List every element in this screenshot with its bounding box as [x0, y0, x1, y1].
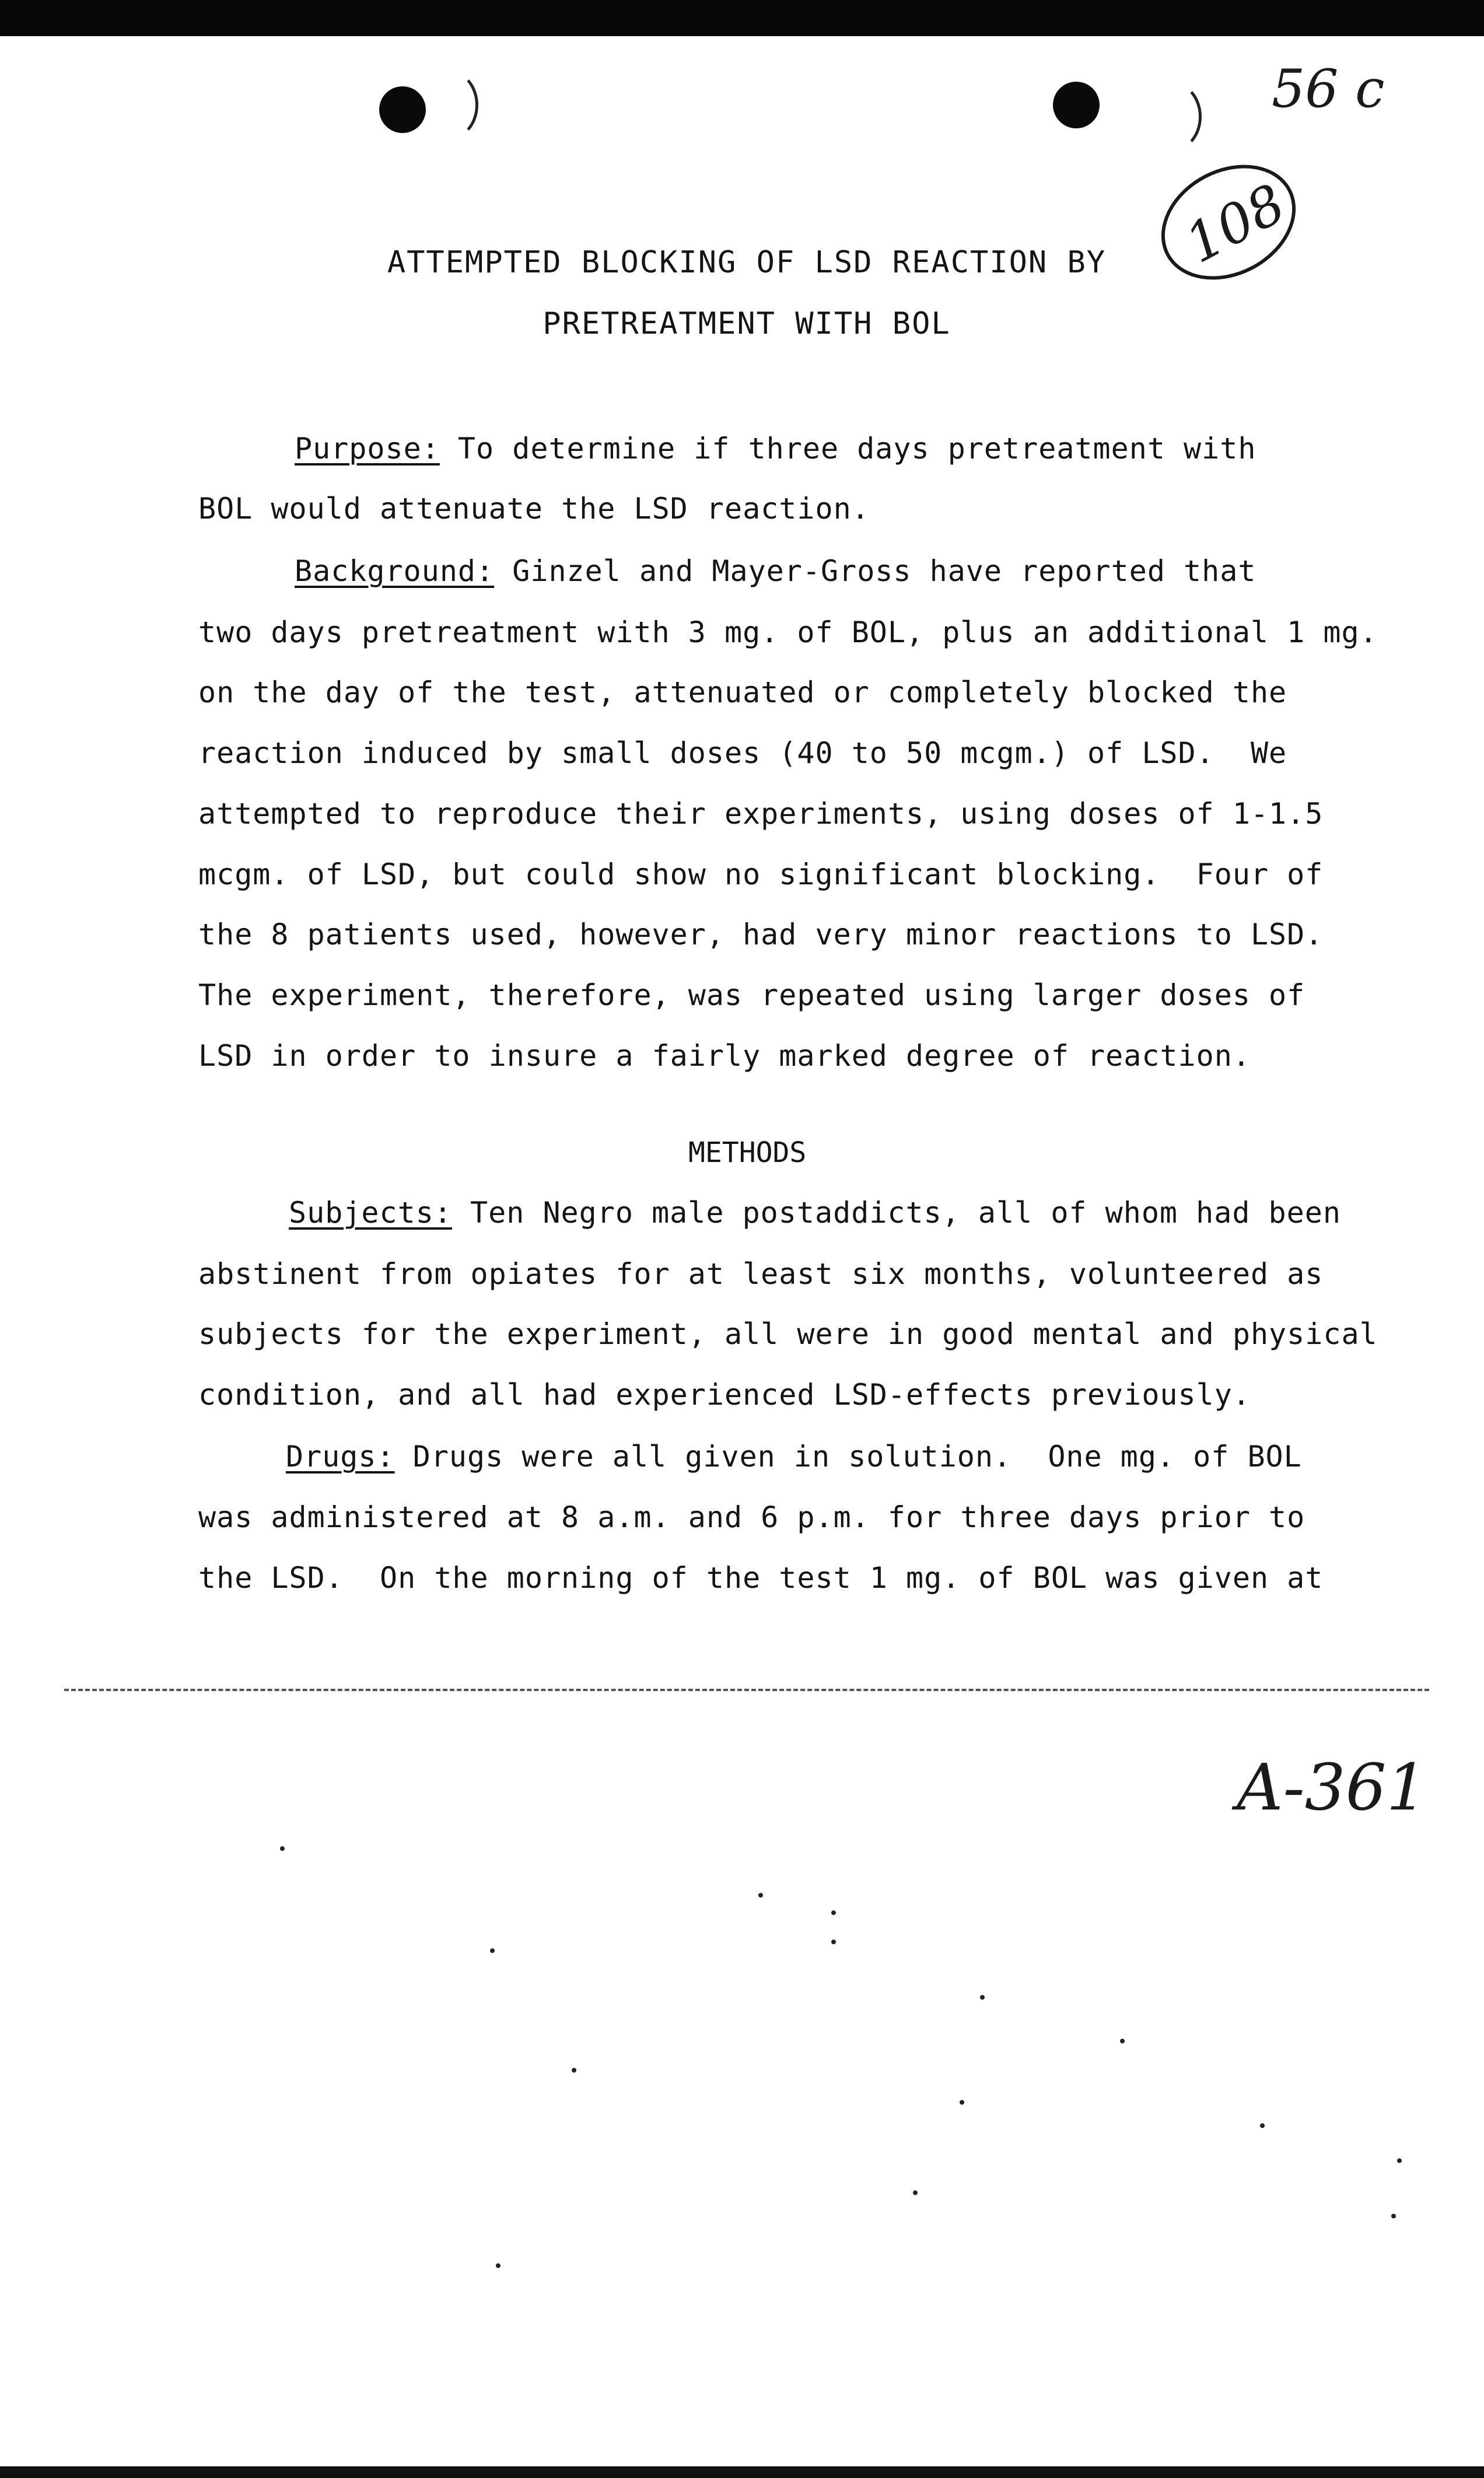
- drugs-text: Drugs were all given in solution. One mg. of BOL: [394, 1440, 1302, 1474]
- page-cut-divider: [64, 1689, 1429, 1691]
- background-paragraph-line-1: [295, 554, 1256, 588]
- scan-bottom-border: [0, 2466, 1484, 2478]
- scan-speck: [980, 1995, 985, 2000]
- document-title-line-2: PRETREATMENT WITH BOL: [542, 306, 951, 341]
- purpose-text: To determine if three days pretreatment with: [439, 432, 1256, 466]
- scan-speck: [1120, 2039, 1125, 2043]
- drugs-label: Drugs:: [286, 1440, 395, 1474]
- drugs-line: was administered at 8 a.m. and 6 p.m. for three days prior to: [198, 1500, 1306, 1534]
- scan-speck: [572, 2068, 576, 2073]
- scan-speck: [280, 1846, 285, 1851]
- handwritten-page-number: 56 c: [1272, 58, 1385, 120]
- document-title-line-1: ATTEMPTED BLOCKING OF LSD REACTION BY: [387, 245, 1107, 280]
- scan-speck: [758, 1893, 763, 1898]
- background-line: The experiment, therefore, was repeated using larger doses of: [198, 978, 1306, 1012]
- scan-speck: [831, 1940, 836, 1944]
- scan-speck: [490, 1948, 495, 1953]
- background-line: the 8 patients used, however, had very minor reactions to LSD.: [198, 918, 1324, 951]
- scan-speck: [913, 2190, 918, 2195]
- scan-speck: [960, 2100, 964, 2105]
- subjects-line: condition, and all had experienced LSD-effects previously.: [198, 1378, 1251, 1412]
- drugs-line: the LSD. On the morning of the test 1 mg. of BOL was given at: [198, 1561, 1324, 1595]
- background-line: attempted to reproduce their experiments, using doses of 1-1.5: [198, 797, 1324, 831]
- background-label: Background:: [295, 554, 495, 588]
- subjects-line: abstinent from opiates for at least six months, volunteered as: [198, 1257, 1324, 1291]
- scan-speck: [1260, 2123, 1265, 2128]
- subjects-line: subjects for the experiment, all were in good mental and physical: [198, 1317, 1378, 1351]
- drugs-paragraph-line-1: [286, 1440, 1302, 1474]
- background-line: mcgm. of LSD, but could show no significant blocking. Four of: [198, 858, 1324, 891]
- subjects-label: Subjects:: [289, 1196, 452, 1230]
- purpose-paragraph-line-2: BOL would attenuate the LSD reaction.: [198, 492, 870, 526]
- scan-speck: [831, 1910, 836, 1915]
- background-line: LSD in order to insure a fairly marked degree of reaction.: [198, 1039, 1251, 1073]
- background-text: Ginzel and Mayer-Gross have reported that: [494, 554, 1256, 588]
- purpose-label: Purpose:: [295, 432, 440, 466]
- punch-hole-arc-right: [1143, 82, 1202, 152]
- scan-speck: [1397, 2158, 1402, 2163]
- scan-top-border: [0, 0, 1484, 36]
- punch-hole-right: [1053, 82, 1100, 128]
- background-line: on the day of the test, attenuated or completely blocked the: [198, 676, 1287, 709]
- background-line: reaction induced by small doses (40 to 50 mcgm.) of LSD. We: [198, 736, 1287, 770]
- scan-speck: [1391, 2214, 1396, 2218]
- handwritten-document-code: A-361: [1237, 1750, 1427, 1825]
- subjects-text: Ten Negro male postaddicts, all of whom had been: [452, 1196, 1341, 1230]
- handwritten-circled-number: 108: [1175, 172, 1296, 275]
- punch-hole-arc-left: [420, 70, 478, 140]
- methods-heading: METHODS: [688, 1136, 807, 1169]
- background-line: two days pretreatment with 3 mg. of BOL, plus an additional 1 mg.: [198, 615, 1378, 649]
- subjects-paragraph-line-1: [289, 1196, 1341, 1230]
- punch-hole-left: [379, 86, 426, 133]
- purpose-paragraph-line-1: [295, 432, 1256, 466]
- scan-speck: [496, 2263, 501, 2268]
